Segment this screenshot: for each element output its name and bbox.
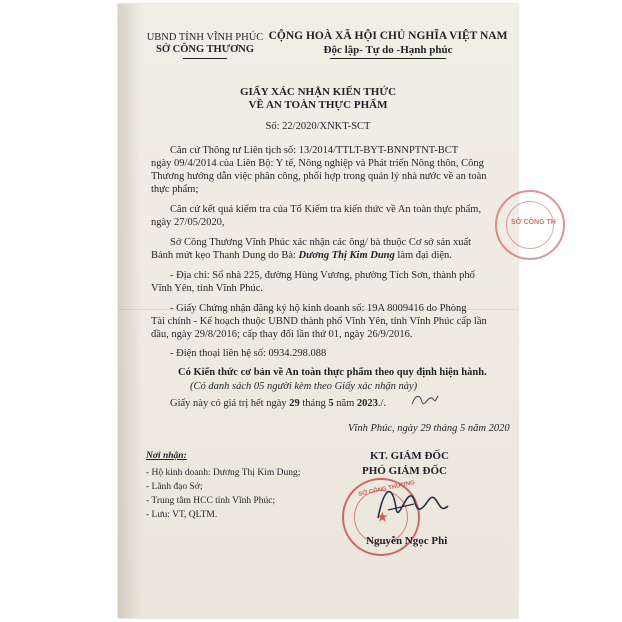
confirmation-line-2 xyxy=(151,249,509,262)
document-title-line2: VỀ AN TOÀN THỰC PHẨM xyxy=(248,99,388,111)
basis-line-4: thực phẩm; xyxy=(151,184,199,195)
recipient-item: - Lãnh đạo Sở; xyxy=(146,482,203,492)
side-seal-text: SỞ CÔNG TH xyxy=(511,219,556,226)
address-line-1: - Địa chỉ: Số nhà 225, đường Hùng Vương, phường Tích Sơn, thành phố xyxy=(170,270,475,281)
validity-day: 29 xyxy=(289,398,300,409)
confirmation-text-b: làm đại diện. xyxy=(394,250,452,261)
validity-month: 5 xyxy=(328,398,334,409)
license-line-3: đầu, ngày 29/8/2016; cấp thay đổi lần thứ 01, ngày 26/9/2016. xyxy=(151,329,413,340)
confirmation-line-1: Sở Công Thương Vĩnh Phúc xác nhận các ông/ bà thuộc Cơ sở sản xuất xyxy=(170,237,472,248)
license-line-1: - Giấy Chứng nhận đăng ký hộ kinh doanh số: 19A 8009416 do Phòng xyxy=(170,303,467,314)
representative-name: Dương Thị Kim Dung xyxy=(298,250,395,261)
validity-line xyxy=(170,397,528,410)
initials-mark xyxy=(410,390,440,410)
document-title-line1: GIẤY XÁC NHẬN KIẾN THỨC xyxy=(239,86,397,98)
issuer-department: SỞ CÔNG THƯƠNG xyxy=(155,44,254,55)
national-title: CỘNG HOÀ XÃ HỘI CHỦ NGHĨA VIỆT NAM xyxy=(268,30,508,42)
phone-line: - Điện thoại liên hệ số: 0934.298.088 xyxy=(170,348,327,359)
motto-underline xyxy=(330,58,446,59)
seal-star: ★ xyxy=(377,510,388,524)
signer-role: PHÓ GIÁM ĐỐC xyxy=(362,465,447,477)
issuer-underline xyxy=(183,58,227,59)
validity-text-e: năm xyxy=(333,398,357,409)
side-seal xyxy=(495,190,565,260)
inspection-line-2: ngày 27/05/2020, xyxy=(151,217,225,228)
issuer-authority: UBND TỈNH VĨNH PHÚC xyxy=(146,32,264,43)
knowledge-statement: Có Kiến thức cơ bản về An toàn thực phẩm theo quy định hiện hành. xyxy=(178,367,487,378)
basis-line-2: ngày 09/4/2014 của Liên Bộ: Y tế, Nông nghiệp và Phát triển Nông thôn, Công xyxy=(151,158,484,169)
recipient-item: - Lưu: VT, QLTM. xyxy=(146,510,218,520)
basis-line-1: Căn cứ Thông tư Liên tịch số: 13/2014/TTLT-BYT-BNNPTNT-BCT xyxy=(170,145,459,156)
recipients-heading: Nơi nhận: xyxy=(146,451,187,461)
signer-authority: KT. GIÁM ĐỐC xyxy=(370,450,449,462)
issue-date: Vĩnh Phúc, ngày 29 tháng 5 năm 2020 xyxy=(348,423,510,434)
validity-text-c: tháng xyxy=(299,398,329,409)
seal-text: SỞ CÔNG THƯƠNG xyxy=(358,480,416,498)
signer-name: Nguyễn Ngọc Phi xyxy=(366,535,448,547)
validity-text-a: Giấy này có giá trị hết ngày xyxy=(170,398,290,409)
attachment-note: (Có danh sách 05 người kèm theo Giấy xác nhận này) xyxy=(190,381,418,392)
national-motto: Độc lập- Tự do -Hạnh phúc xyxy=(323,44,453,56)
recipient-item: - Trung tâm HCC tỉnh Vĩnh Phúc; xyxy=(146,496,276,506)
confirmation-text-a: Bánh mứt kẹo Thanh Dung do Bà: xyxy=(151,250,299,261)
signature-scribble xyxy=(370,478,450,528)
inspection-line-1: Căn cứ kết quả kiểm tra của Tổ Kiểm tra kiến thức về An toàn thực phẩm, xyxy=(170,204,482,215)
document-number: Số: 22/2020/XNKT-SCT xyxy=(265,121,371,132)
license-line-2: Tài chính - Kế hoạch thuộc UBND thành phố Vĩnh Yên, tỉnh Vĩnh Phúc cấp lần xyxy=(151,316,487,327)
validity-year: 2023 xyxy=(356,398,378,409)
validity-end: ./. xyxy=(377,398,387,409)
address-line-2: Vĩnh Yên, tỉnh Vĩnh Phúc. xyxy=(151,283,263,294)
recipient-item: - Hộ kinh doanh: Dương Thị Kim Dung; xyxy=(146,468,301,478)
basis-line-3: Thương hướng dẫn việc phân công, phối hợp trong quản lý nhà nước về an toàn xyxy=(151,171,487,182)
